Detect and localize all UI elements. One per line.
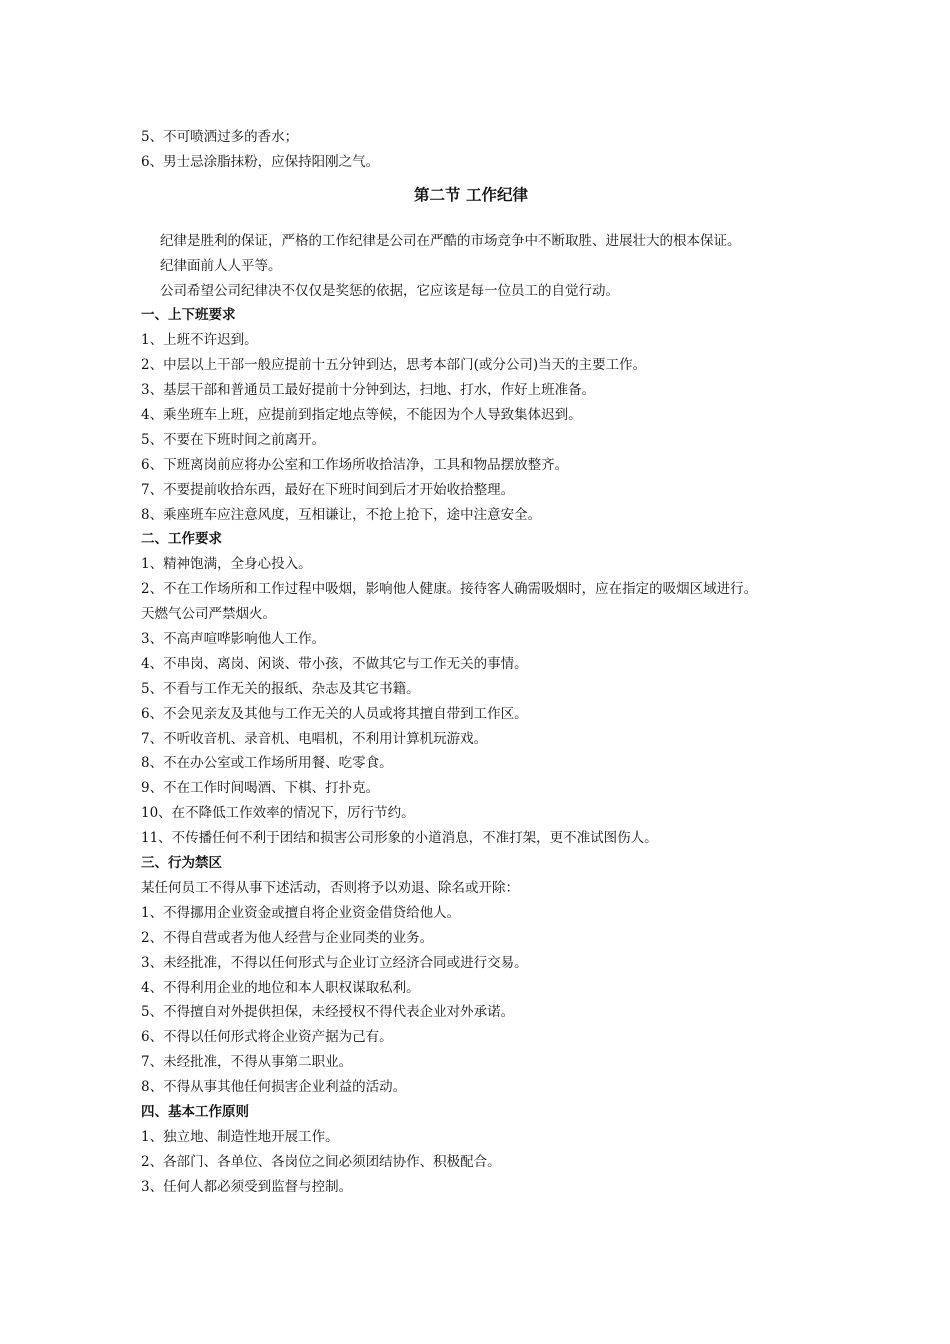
list-item: 2、不得自营或者为他人经营与企业同类的业务。 bbox=[141, 929, 434, 946]
section-title-row bbox=[141, 175, 821, 229]
list-item: 3、基层干部和普通员工最好提前十分钟到达，扫地、打水，作好上班准备。 bbox=[141, 382, 596, 399]
section-title: 第二节 工作纪律 bbox=[414, 185, 528, 204]
list-item: 6、下班离岗前应将办公室和工作场所收拾洁净，工具和物品摆放整齐。 bbox=[141, 456, 569, 473]
list-item: 8、不得从事其他任何损害企业利益的活动。 bbox=[141, 1079, 407, 1096]
list-item: 2、中层以上干部一般应提前十五分钟到达，思考本部门(或分公司)当天的主要工作。 bbox=[141, 357, 647, 374]
list-item: 6、不会见亲友及其他与工作无关的人员或将其擅自带到工作区。 bbox=[141, 705, 528, 722]
intro-paragraph: 公司希望公司纪律决不仅仅是奖惩的依据，它应该是每一位员工的自觉行动。 bbox=[160, 282, 619, 299]
list-item: 9、不在工作时间喝酒、下棋、打扑克。 bbox=[141, 780, 380, 797]
list-item: 8、不在办公室或工作场所用餐、吃零食。 bbox=[141, 755, 393, 772]
list-item: 1、独立地、制造性地开展工作。 bbox=[141, 1128, 339, 1145]
list-item: 11、不传播任何不利于团结和损害公司形象的小道消息，不准打架，更不准试图伤人。 bbox=[141, 830, 658, 847]
subheading-commute: 一、上下班要求 bbox=[141, 307, 236, 324]
list-item: 5、不看与工作无关的报纸、杂志及其它书籍。 bbox=[141, 680, 420, 697]
list-item: 5、不要在下班时间之前离开。 bbox=[141, 431, 326, 448]
list-item: 7、不听收音机、录音机、电唱机，不利用计算机玩游戏。 bbox=[141, 730, 488, 747]
list-item: 7、不要提前收拾东西，最好在下班时间到后才开始收拾整理。 bbox=[141, 481, 515, 498]
list-item: 4、乘坐班车上班，应提前到指定地点等候，不能因为个人导致集体迟到。 bbox=[141, 407, 582, 424]
list-item: 10、在不降低工作效率的情况下，厉行节约。 bbox=[141, 805, 415, 822]
list-item: 6、不得以任何形式将企业资产据为己有。 bbox=[141, 1029, 393, 1046]
list-item: 4、不串岗、离岗、闲谈、带小孩，不做其它与工作无关的事情。 bbox=[141, 655, 528, 672]
list-item: 5、不可喷洒过多的香水； bbox=[141, 129, 299, 145]
list-item: 1、上班不许迟到。 bbox=[141, 332, 258, 349]
list-item: 5、不得擅自对外提供担保，未经授权不得代表企业对外承诺。 bbox=[141, 1004, 515, 1021]
intro-paragraph: 纪律面前人人平等。 bbox=[160, 257, 282, 274]
list-item: 6、男士忌涂脂抹粉，应保持阳刚之气。 bbox=[141, 153, 380, 170]
list-item: 2、不在工作场所和工作过程中吸烟，影响他人健康。接待客人确需吸烟时，应在指定的吸烟区域进行。 bbox=[141, 581, 758, 598]
list-item: 3、任何人都必须受到监督与控制。 bbox=[141, 1178, 353, 1195]
list-item: 3、未经批准，不得以任何形式与企业订立经济合同或进行交易。 bbox=[141, 954, 528, 971]
list-item: 2、各部门、各单位、各岗位之间必须团结协作、积极配合。 bbox=[141, 1153, 501, 1170]
document-body bbox=[141, 125, 821, 1200]
subheading-principles: 四、基本工作原则 bbox=[141, 1103, 249, 1120]
list-item: 7、未经批准，不得从事第二职业。 bbox=[141, 1054, 353, 1071]
list-item: 4、不得利用企业的地位和本人职权谋取私利。 bbox=[141, 979, 420, 996]
intro-paragraph: 纪律是胜利的保证，严格的工作纪律是公司在严酷的市场竞争中不断取胜、进展壮大的根本保证。 bbox=[160, 232, 741, 249]
subheading-work: 二、工作要求 bbox=[141, 531, 222, 548]
list-item: 1、精神饱满，全身心投入。 bbox=[141, 556, 312, 573]
list-item: 天燃气公司严禁烟火。 bbox=[141, 606, 276, 623]
list-item: 1、不得挪用企业资金或擅自将企业资金借贷给他人。 bbox=[141, 904, 461, 921]
list-item: 某任何员工不得从事下述活动，否则将予以劝退、除名或开除： bbox=[141, 879, 519, 896]
list-item: 3、不高声喧哗影响他人工作。 bbox=[141, 631, 326, 648]
list-item: 8、乘座班车应注意风度，互相谦让，不抢上抢下，途中注意安全。 bbox=[141, 506, 542, 523]
subheading-prohibited: 三、行为禁区 bbox=[141, 855, 222, 872]
